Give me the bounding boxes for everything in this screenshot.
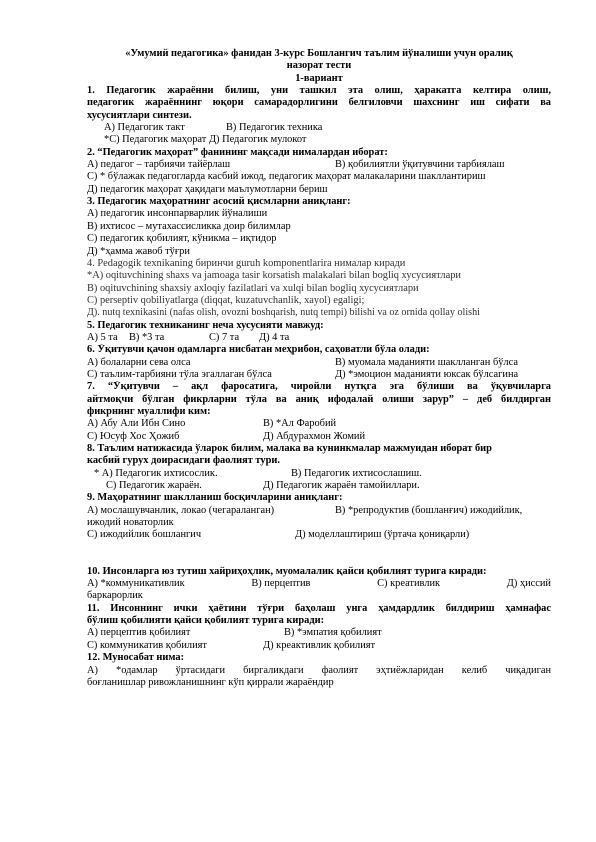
answer-d: Д) 4 та bbox=[259, 331, 290, 343]
answer-c: С) Юсуф Хос Ҳожиб bbox=[87, 430, 180, 442]
question-7: 7. “Ўқитувчи – ақл фаросатига, чиройли нутқга эга бўлиши ва ўқувчиларга bbox=[87, 381, 551, 393]
question-3: 3. Педагогик маҳоратнинг асосий қисмларни аниқланг: bbox=[87, 196, 351, 208]
answer-a: А) перцептив қобилият bbox=[87, 627, 191, 639]
answer-row bbox=[87, 134, 551, 146]
answer-d: Д). nutq texnikasini (nafas olish, ovozni boshqarish, nutq tempi) bilishi va oz ornida qollay olishi bbox=[87, 307, 480, 319]
document-title-line2: назорат тести bbox=[286, 60, 352, 72]
question-5: 5. Педагогик техниканинг неча хусусияти мавжуд: bbox=[87, 319, 324, 331]
answer-row bbox=[87, 431, 551, 443]
answer-a: *A) oqituvchining shaxs va jamoaga tasir korsatish malakalari bilan boglіq хусусиятлари bbox=[87, 270, 461, 282]
answer-d: Д) ҳиссий bbox=[506, 578, 551, 590]
answer-a: А) *одамлар ўртасидаги биргаликдаги фаолият эҳтиёжларидан келиб чиқадиган bbox=[87, 664, 551, 676]
answer-a: А) *коммуникативлик bbox=[87, 578, 185, 590]
answer-a-cont: боғланишлар ривожланишнинг кўп қиррали жараёндир bbox=[87, 676, 334, 688]
answer-a: А) Абу Али Ибн Сино bbox=[87, 418, 186, 430]
answer-c: С) Педагогик жараён. bbox=[106, 480, 202, 492]
answer-row bbox=[87, 627, 551, 639]
answer-c: С) * бўлажак педагогларда касбий ижод, педагогик маҳорат малакаларини шакллантириш bbox=[87, 171, 486, 183]
spacer bbox=[87, 542, 551, 566]
answer-d: Д) *ҳамма жавоб тўғри bbox=[87, 245, 190, 257]
answer-row bbox=[87, 332, 551, 344]
test-content bbox=[87, 48, 551, 689]
answer-b-cont: ижодий новаторлик bbox=[87, 517, 174, 529]
answer-row bbox=[87, 468, 551, 480]
answer-b: В) Педагогик техника bbox=[226, 122, 323, 134]
question-12: 12. Муносабат нима: bbox=[87, 652, 185, 664]
question-4: 4. Pedagogik texnikaning биринчи guruh komponentlarira нималар киради bbox=[87, 257, 406, 269]
answer-b: В) *3 та bbox=[129, 331, 165, 343]
question-1-cont: педагогик жараённинг юқори самарадорлигини белгиловчи шахснинг иш сифати ва bbox=[87, 97, 551, 109]
answer-row bbox=[87, 480, 551, 492]
answer-d: Д) Педагогик мулокот bbox=[208, 134, 307, 146]
answer-row bbox=[87, 418, 551, 430]
document-title: «Умумий педагогика» фанидан 3-курс Бошлангич таълим йўналиши учун оралиқ bbox=[125, 48, 513, 59]
answer-row bbox=[87, 529, 551, 541]
question-7-cont: айтмоқчи бўлган фикрларни тўла ва аниқ ифодалай олиши зарур” – деб билдирган bbox=[87, 393, 551, 405]
answer-c: С) ижодийлик бошлангич bbox=[87, 529, 202, 541]
answer-a: А) Педагогик такт bbox=[104, 122, 185, 134]
question-10: 10. Инсонларга юз тутиш хайриҳоҳлик, муомалалик қайси қобилият турига киради: bbox=[87, 565, 487, 577]
question-11: 11. Инсоннинг ички ҳаётини тўғри баҳолаш унга ҳамдардлик билдириш ҳамнафас bbox=[87, 602, 551, 614]
answer-b: B) oqituvchining shaxsiy axloqiy fazilatlari va xulqi bilan boglіq хусусиятлари bbox=[87, 282, 419, 294]
answer-row bbox=[87, 159, 551, 171]
question-2: 2. “Педагогик маҳорат” фанининг мақсади нималардан иборат: bbox=[87, 146, 388, 158]
variant-label: 1-вариант bbox=[295, 72, 343, 84]
answer-b: В) қобилиятли ўқитувчини тарбиялаш bbox=[335, 159, 505, 171]
answer-b: В) *эмпатия қобилият bbox=[284, 627, 382, 639]
answer-a: * А) Педагогик ихтисослик. bbox=[94, 467, 218, 479]
answer-b: В) *репродуктив (бошланғич) ижодийлик, bbox=[335, 504, 523, 516]
question-1-cont2: хусусиятлари синтези. bbox=[87, 109, 192, 121]
answer-d: Д) моделлаштириш (ўртача қониқарли) bbox=[295, 529, 470, 541]
answer-d: Д) Педагогик жараён тамойиллари. bbox=[263, 480, 420, 492]
question-8-cont: касбий гурух доирасидаги фаолият тури. bbox=[87, 455, 280, 467]
answer-row bbox=[87, 357, 551, 369]
question-7-cont2: фикрнинг муаллифи ким: bbox=[87, 405, 211, 417]
answer-b: В) перцептив bbox=[251, 578, 311, 590]
answer-row bbox=[87, 122, 551, 134]
question-1: 1. Педагогик жараённи билиш, уни ташкил эта олиш, ҳаракатга келтира олиш, bbox=[87, 85, 551, 97]
answer-d: Д) креактивлик қобилият bbox=[263, 639, 376, 651]
answer-c: С) креативлик bbox=[377, 578, 441, 590]
answer-a: А) 5 та bbox=[87, 331, 118, 343]
answer-b: В) ихтисос – мутахассисликка доир билимлар bbox=[87, 220, 291, 232]
answer-c: С) 7 та bbox=[209, 331, 240, 343]
answer-c: *С) Педагогик маҳорат bbox=[104, 134, 207, 146]
answer-a: А) педагог – тарбиячи тайёрлаш bbox=[87, 159, 231, 171]
question-6: 6. Ўқитувчи қачон одамларга нисбатан меҳрибон, саҳоватли бўла олади: bbox=[87, 344, 430, 356]
question-11-cont: бўлиш қобилияти қайси қобилият турига киради: bbox=[87, 615, 325, 627]
answer-row bbox=[87, 505, 551, 517]
answer-d: Д) *эмоцион маданияти юксак бўлсагина bbox=[335, 368, 519, 380]
answer-d-cont: баркарорлик bbox=[87, 590, 143, 602]
answer-row bbox=[87, 369, 551, 381]
answer-row bbox=[87, 578, 551, 590]
answer-c: С) педагогик қобилият, кўникма – иқтидор bbox=[87, 233, 277, 245]
answer-c: С) таълим-тарбияни тўла эгаллаган бўлса bbox=[87, 368, 272, 380]
answer-d: Д) Абдурахмон Жомий bbox=[263, 430, 366, 442]
question-9: 9. Маҳоратнинг шаклланиш босқичларини аниқланг: bbox=[87, 492, 343, 504]
answer-b: В) муомала маданияти шаклланган бўлса bbox=[335, 356, 518, 368]
answer-row bbox=[87, 640, 551, 652]
answer-b: В) *Ал Фаробий bbox=[263, 418, 337, 430]
question-8: 8. Таълим натижасида ўларок билим, малака ва кунинкмалар мажмуидан иборат бир bbox=[87, 443, 492, 454]
answer-a: А) мослашувчанлик, локао (чегараланган) bbox=[87, 504, 275, 516]
answer-a: А) педагогик инсонпарварлик йўналиши bbox=[87, 208, 268, 220]
answer-a: А) болаларни сева олса bbox=[87, 356, 191, 368]
answer-c: C) perseptiv qobiliyatlarga (diqqat, kuzatuvchanlik, xayol) egaligi; bbox=[87, 294, 365, 306]
answer-b: В) Педагогик ихтисослашиш. bbox=[291, 467, 422, 479]
answer-c: С) коммуникатив қобилият bbox=[87, 639, 207, 651]
answer-d: Д) педагогик маҳорат ҳақидаги маълумотларни бериш bbox=[87, 183, 328, 195]
